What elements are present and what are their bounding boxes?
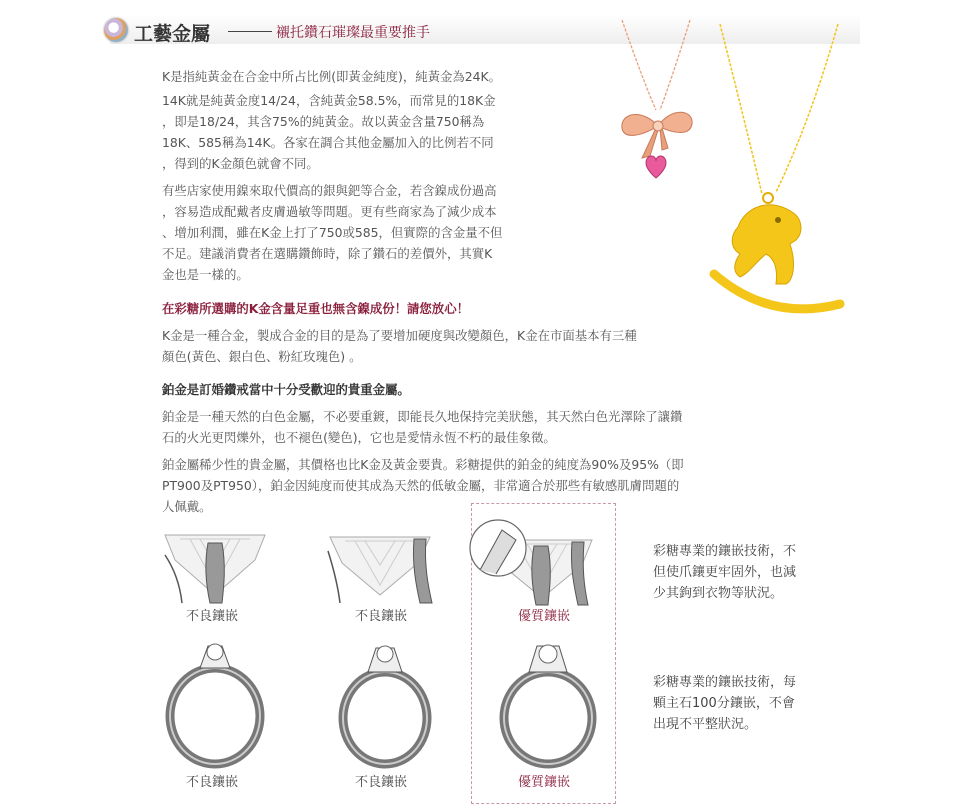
paragraph-line: ，容易造成配戴者皮膚過敏等問題。更有些商家為了減少成本 [162,204,497,219]
paragraph-line: 14K就是純黃金度14/24，含純黃金58.5%，而常見的18K金 [162,93,496,108]
caption-poor-setting: 不良鑲嵌 [354,609,407,624]
paragraph-line: 鉑金是一種天然的白色金屬，不必要重鍍，即能長久地保持完美狀態，其天然白色光澤除了讓鑽 [162,409,683,424]
paragraph-line: ，得到的K金顏色就會不同。 [162,156,319,171]
caption-quality-setting: 優質鑲嵌 [517,609,570,624]
note-line: 顆主石100分鑲嵌，不會 [653,696,795,711]
ring-full-view-2 [330,638,440,768]
ring-full-view-quality [493,638,603,768]
note-line: 彩糖專業的鑲嵌技術，每 [653,675,797,690]
section-subtitle: 襯托鑽石璀璨最重要推手 [276,25,430,41]
paragraph-line: ，即是18/24，其含75%的純黃金。故以黃金含量750稱為 [162,114,485,129]
paragraph-line: 18K、585稱為14K。各家在調合其他金屬加入的比例若不同 [162,135,494,150]
gold-rocking-horse-necklace-image [700,22,850,322]
paragraph-line: 人佩戴。 [162,499,212,514]
paragraph-line: 顏色(黃色、銀白色、粉紅玫瑰色) 。 [162,349,362,364]
rose-bow-necklace-image [612,18,702,188]
caption-quality-setting: 優質鑲嵌 [517,775,570,790]
note-line: 但使爪鑲更牢固外，也減 [653,565,797,580]
paragraph-line: K是指純黃金在合金中所占比例(即黃金純度)，純黃金為24K。 [162,69,502,84]
paragraph-nickel-warning [162,180,610,285]
paragraph-line: 金也是一樣的。 [162,267,249,282]
ring-prong-closeup-quality [472,510,597,605]
paragraph-line: 不足。建議消費者在選購鑽飾時，除了鑽石的差價外，其實K [162,246,493,261]
paragraph-line: 有些店家使用鎳來取代價高的銀與鈀等合金，若含鎳成份過高 [162,183,497,198]
paragraph-line: PT900及PT950），鉑金因純度而使其成為天然的低敏金屬，非常適合於那些有敏感肌膚問題的 [162,478,680,493]
paragraph-line: 、增加利潤，雖在K金上打了750或585，但實際的含金量不但 [162,225,503,240]
title-dash [228,31,272,32]
paragraph-platinum-nature [162,406,862,448]
caption-poor-setting: 不良鑲嵌 [185,775,238,790]
paragraph-karat-alloy [162,325,812,367]
note-stone-quality [653,672,833,735]
caption-poor-setting: 不良鑲嵌 [354,775,407,790]
note-line: 出現不平整狀況。 [653,717,758,732]
ring-prong-closeup-2 [320,525,440,605]
section-title: 工藝金屬 [134,23,211,45]
caption-poor-setting: 不良鑲嵌 [185,609,238,624]
platinum-heading: 鉑金是訂婚鑽戒當中十分受歡迎的貴重金屬。 [162,382,410,397]
paragraph-line: K金是一種合金，製成合金的目的是為了要增加硬度與改變顏色，K金在市面基本有三種 [162,328,637,343]
note-prong-quality [653,541,833,604]
paragraph-karat-definition [162,66,610,174]
ring-prong-closeup-1 [160,525,270,605]
note-line: 彩糖專業的鑲嵌技術，不 [653,544,797,559]
paragraph-line: 鉑金屬稀少性的貴金屬，其價格也比K金及黃金要貴。彩糖提供的鉑金的純度為90%及95%（即 [162,457,684,472]
note-line: 少其鉤到衣物等狀況。 [653,586,784,601]
paragraph-line: 石的火光更閃爍外，也不褪色(變色)，它也是愛情永恆不朽的最佳象徵。 [162,430,556,445]
ring-full-view-1 [160,638,270,768]
highlight-assurance: 在彩糖所選購的K金含量足重也無含鎳成份！請您放心！ [162,301,469,316]
flower-logo-icon [104,18,128,42]
